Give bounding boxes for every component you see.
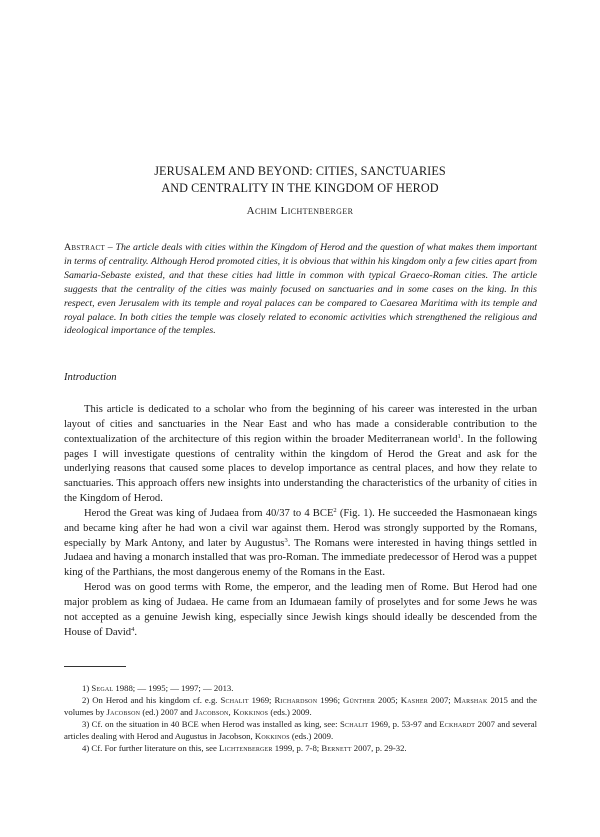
footnote-text: 1996; [317, 695, 344, 705]
article-title-line-1: JERUSALEM AND BEYOND: CITIES, SANCTUARIES [154, 164, 446, 178]
footnote-text: (ed.) 2007 and [140, 707, 195, 717]
paragraph-text: This article is dedicated to a scholar who from the beginning of his career was interested in the urban layout of cities and sanctuaries in the Near East and who has made a considerable contribution to the contextualization of the architecture of this region within the broader Mediterranean world [64, 404, 537, 445]
footnote-text: 2007 and several articles dealing with Herod and Augustus in Jacobson, [64, 719, 537, 741]
footnote-3 [64, 718, 537, 742]
abstract [64, 241, 537, 338]
citation-author: Kasher [400, 695, 428, 705]
footnote-1 [64, 682, 537, 694]
footnote-text: 1969; [248, 695, 275, 705]
paragraph-text: Herod the Great was king of Judaea from 40/37 to 4 BCE [84, 507, 334, 519]
citation-author: Lichtenberger [219, 743, 273, 753]
footnote-4 [64, 742, 537, 754]
article-title-line-2: AND CENTRALITY IN THE KINGDOM OF HEROD [161, 181, 439, 195]
paragraph-3 [64, 581, 537, 640]
footnote-text: (eds.) 2009. [268, 707, 312, 717]
footnote-number: 4) [82, 743, 90, 753]
abstract-label: Abstract [64, 242, 106, 253]
footnote-number: 3) [82, 719, 90, 729]
paragraph-text: . [134, 626, 137, 638]
footnote-text: (eds.) 2009. [289, 731, 334, 741]
paragraph-text: . The Romans were interested in having things settled in Judaea and having a monarch installed that was pro-Roman. The immediate predecessor of Herod was a puppet king of the Parthians, the most dangerous enemy of the Romans in the East. [64, 537, 537, 579]
footnote-ref-1[interactable]: 1 [457, 432, 461, 440]
citation-author: Richardson [274, 695, 318, 705]
footnote-text: 2007, p. 29-32. [351, 743, 407, 753]
paragraph-text: (Fig. 1). He succeeded the Hasmonaean kings and became king after he had won a civil war against them. Herod was strongly supported by the Romans, especially by Mark Antony, and later by Augustus [64, 507, 537, 549]
footnote-text: 2005; [375, 695, 401, 705]
paragraph-1 [64, 403, 537, 507]
paragraph-text: . In the following pages I will investigate questions of centrality within the kingdom of Herod the Great and ask for the underlying reasons that caused some places to develop importance as central places, and how they relate to sanctuaries. This approach offers new insights into understanding the characteristics of the urbanity of cities in the Kingdom of Herod. [64, 433, 537, 505]
citation-author: Marshak [453, 695, 488, 705]
footnote-text: 2007; [427, 695, 454, 705]
citation-author: Jacobson [106, 707, 141, 717]
paragraph-text: Herod was on good terms with Rome, the emperor, and the leading men of Rome. But Herod had one major problem as king of Judaea. He came from an Idumaean family of proselytes and for some Jews he was not accepted as a genuine Jewish king, especially since Jewish kings should ideally be descended from the House of David [64, 582, 537, 638]
citation-author: Jacobson, Kokkinos [194, 707, 269, 717]
paragraph-2 [64, 507, 537, 581]
footnote-text: Cf. on the situation in 40 BCE when Herod was installed as king, see: [89, 719, 340, 729]
citation-author: Bernett [321, 743, 352, 753]
footnote-text: 2015 and the volumes by [64, 695, 537, 717]
footnote-divider [64, 666, 126, 667]
footnote-2 [64, 694, 537, 718]
citation-author: Schalit [339, 719, 369, 729]
footnote-text: 1999, p. 7-8; [272, 743, 322, 753]
citation-author: Günther [343, 695, 376, 705]
author-name: Achim Lichtenberger [246, 205, 354, 217]
footnotes [64, 682, 537, 754]
footnote-ref-2[interactable]: 2 [333, 506, 337, 514]
citation-author: Kokkinos [254, 731, 290, 741]
citation-author: Eckhardt [439, 719, 476, 729]
section-heading: Introduction [64, 372, 117, 383]
footnote-ref-3[interactable]: 3 [284, 536, 288, 544]
citation-author: Segal [91, 683, 114, 693]
footnote-text: Cf. For further literature on this, see [89, 743, 220, 753]
footnote-text: On Herod and his kingdom cf. e.g. [89, 695, 221, 705]
abstract-text: – The article deals with cities within the Kingdom of Herod and the question of what makes them important in terms of centrality. Although Herod promoted cities, it is obvious that within his kingdom only a few cities apart from Samaria-Sebaste existed, and that these cities had little in common with typical Graeco-Roman cities. The article suggests that the centrality of the cities was mainly focused on sanctuaries and in some cases on the king. In this respect, even Jerusalem with its temple and royal palaces can be compared to Caesarea Maritima with its temple and royal palace. In both cities the temple was closely related to economic activities which strengthened the religious and ideological importance of the temples. [64, 242, 537, 337]
footnote-number: 1) [82, 683, 90, 693]
article-title [60, 163, 540, 197]
body-text [64, 403, 537, 641]
citation-author: Schalit [220, 695, 249, 705]
footnote-ref-4[interactable]: 4 [131, 625, 135, 633]
footnote-number: 2) [82, 695, 90, 705]
footnote-text: 1969, p. 53-97 and [368, 719, 440, 729]
footnote-text: 1988; — 1995; — 1997; — 2013. [113, 683, 234, 693]
